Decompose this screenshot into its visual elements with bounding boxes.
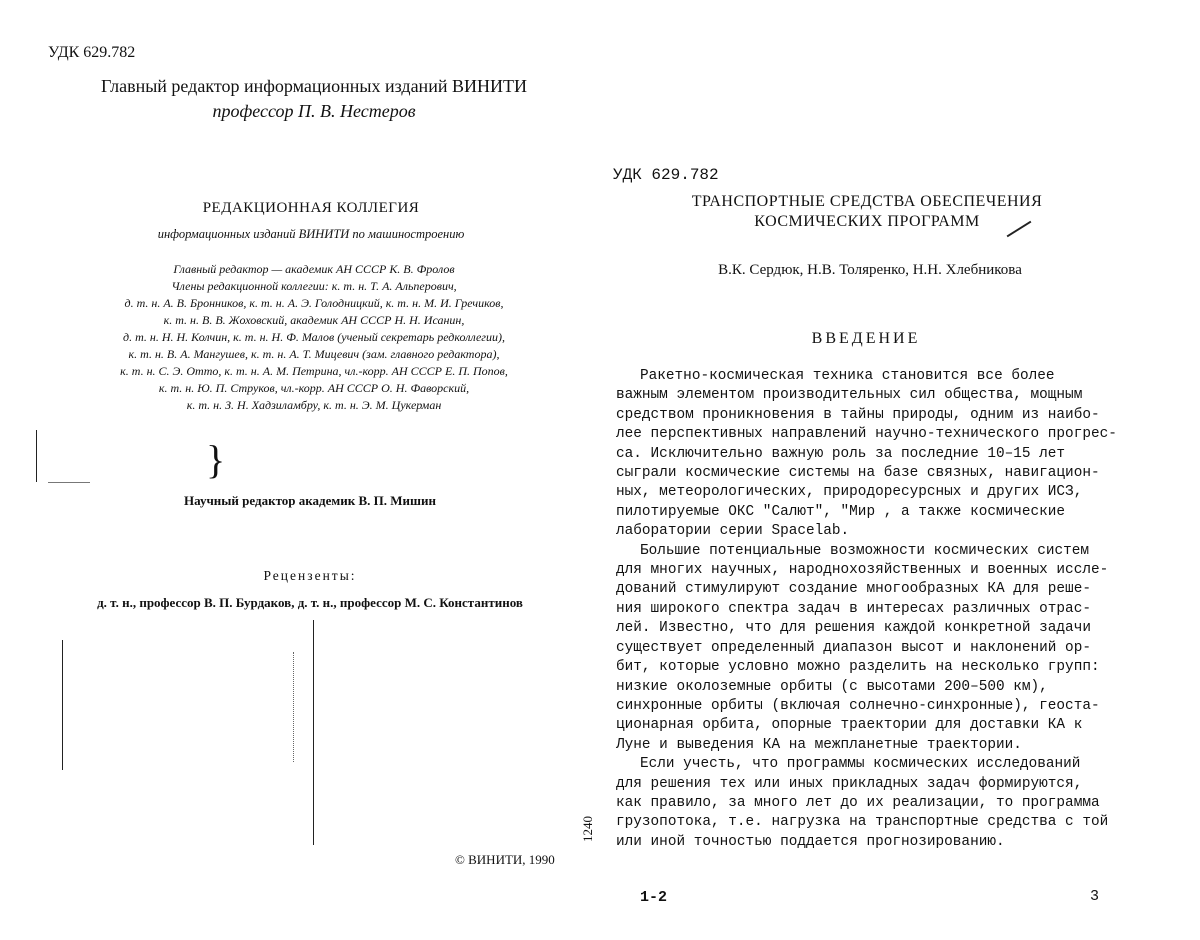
scan-mark (36, 430, 37, 482)
section-heading: ВВЕДЕНИЕ (811, 330, 921, 347)
body-line: низкие околоземные орбиты (с высотами 200–500 км), (616, 678, 1048, 695)
board-member-line: к. т. н. В. А. Мангушев, к. т. н. А. Т. Мицевич (зам. главного редактора), (128, 347, 500, 361)
reviewers-heading: Рецензенты: (263, 568, 357, 583)
side-number: 1240 (580, 816, 595, 842)
scan-mark (293, 652, 296, 762)
body-line: са. Исключительно важную роль за последние 10–15 лет (616, 445, 1066, 462)
body-line: Луне и выведения КА на межпланетные траектории. (616, 736, 1022, 753)
body-line: или иной точностью поддается прогнозированию. (616, 833, 1005, 850)
pen-mark (1007, 221, 1032, 238)
scientific-editor: Научный редактор академик В. П. Мишин (184, 493, 436, 508)
board-member-line: к. т. н. С. Э. Отто, к. т. н. А. М. Петрина, чл.-корр. АН СССР Е. П. Попов, (120, 364, 508, 378)
body-line: лей. Известно, что для решения каждой конкретной задачи (616, 620, 1091, 637)
title-line-2: КОСМИЧЕСКИХ ПРОГРАММ (754, 213, 980, 230)
body-line: сыграли космические системы на базе связных, навигацион- (616, 465, 1100, 482)
board-member-line: Главный редактор — академик АН СССР К. В. Фролов (173, 262, 455, 276)
body-line: бит, которые условно можно разделить на несколько групп: (616, 659, 1100, 676)
body-line: Ракетно-космическая техника становится все более (640, 368, 1055, 384)
body-text (616, 367, 1136, 852)
reviewers-list: д. т. н., профессор В. П. Бурдаков, д. т. н., профессор М. С. Константинов (97, 595, 523, 610)
body-line: ционарная орбита, опорные траектории для доставки КА к (616, 717, 1083, 734)
copyright: © ВИНИТИ, 1990 (455, 852, 555, 867)
body-line: грузопотока, т.е. нагрузка на транспортные средства с той (616, 814, 1109, 831)
body-line: синхронные орбиты (включая солнечно-синхронные), геоста- (616, 697, 1100, 714)
page-number: 3 (1090, 888, 1100, 905)
body-line: Если учесть, что программы космических исследований (640, 756, 1081, 773)
page-code: 1-2 (640, 889, 668, 906)
board-member-line: Члены редакционной коллегии: к. т. н. Т. А. Альперович, (171, 279, 457, 293)
body-line: как правило, за много лет до их реализации, то программа (616, 794, 1100, 811)
chief-editor-line-1: Главный редактор информационных изданий ВИНИТИ (101, 76, 527, 96)
editorial-board-heading: РЕДАКЦИОННАЯ КОЛЛЕГИЯ (202, 200, 420, 216)
body-line: ных, метеорологических, природоресурсных и других ИСЗ, (616, 484, 1083, 501)
chief-editor-line-2: профессор П. В. Нестеров (212, 101, 416, 121)
body-line: важным элементом производительных сил общества, мощным (616, 387, 1083, 404)
board-member-line: к. т. н. З. Н. Хадзиламбру, к. т. н. Э. М. Цукерман (186, 398, 442, 412)
body-line: для решения тех или иных прикладных задач формируются, (616, 775, 1083, 792)
udk-code-right: УДК 629.782 (613, 166, 719, 184)
brace-mark: } (206, 437, 226, 482)
board-member-line: д. т. н. Н. Н. Колчин, к. т. н. Н. Ф. Малов (ученый секретарь редколлегии), (123, 330, 505, 344)
udk-code-left: УДК 629.782 (48, 44, 136, 61)
body-line: ния широкого спектра задач в интересах различных отрас- (616, 600, 1091, 617)
scan-mark (313, 620, 314, 845)
authors: В.К. Сердюк, Н.В. Толяренко, Н.Н. Хлебникова (718, 262, 1022, 278)
title-line-1: ТРАНСПОРТНЫЕ СРЕДСТВА ОБЕСПЕЧЕНИЯ (691, 193, 1043, 210)
board-member-line: д. т. н. А. В. Бронников, к. т. н. А. Э. Голодницкий, к. т. н. М. И. Гречиков, (124, 296, 504, 310)
scan-mark (62, 640, 63, 770)
body-line: средством проникновения в тайны природы, одним из наибо- (616, 406, 1100, 423)
body-line: существует определенный диапазон высот и наклонений ор- (616, 639, 1091, 656)
editorial-board-subheading: информационных изданий ВИНИТИ по машиностроению (157, 227, 465, 241)
scan-mark (48, 482, 90, 483)
board-member-line: к. т. н. В. В. Жоховский, академик АН СССР Н. Н. Исанин, (163, 313, 465, 327)
body-line: Большие потенциальные возможности космических систем (640, 542, 1090, 559)
body-line: для многих научных, народнохозяйственных и военных иссле- (616, 562, 1109, 579)
body-line: лаборатории серии Spacelab. (616, 523, 850, 540)
body-line: пилотируемые ОКС "Салют", "Мир , а также космические (616, 503, 1066, 520)
board-member-line: к. т. н. Ю. П. Струков, чл.-корр. АН СССР О. Н. Фаворский, (158, 381, 470, 395)
body-line: лее перспективных направлений научно-технического прогрес- (616, 426, 1117, 443)
body-line: дований стимулируют создание многообразных КА для реше- (616, 581, 1091, 598)
